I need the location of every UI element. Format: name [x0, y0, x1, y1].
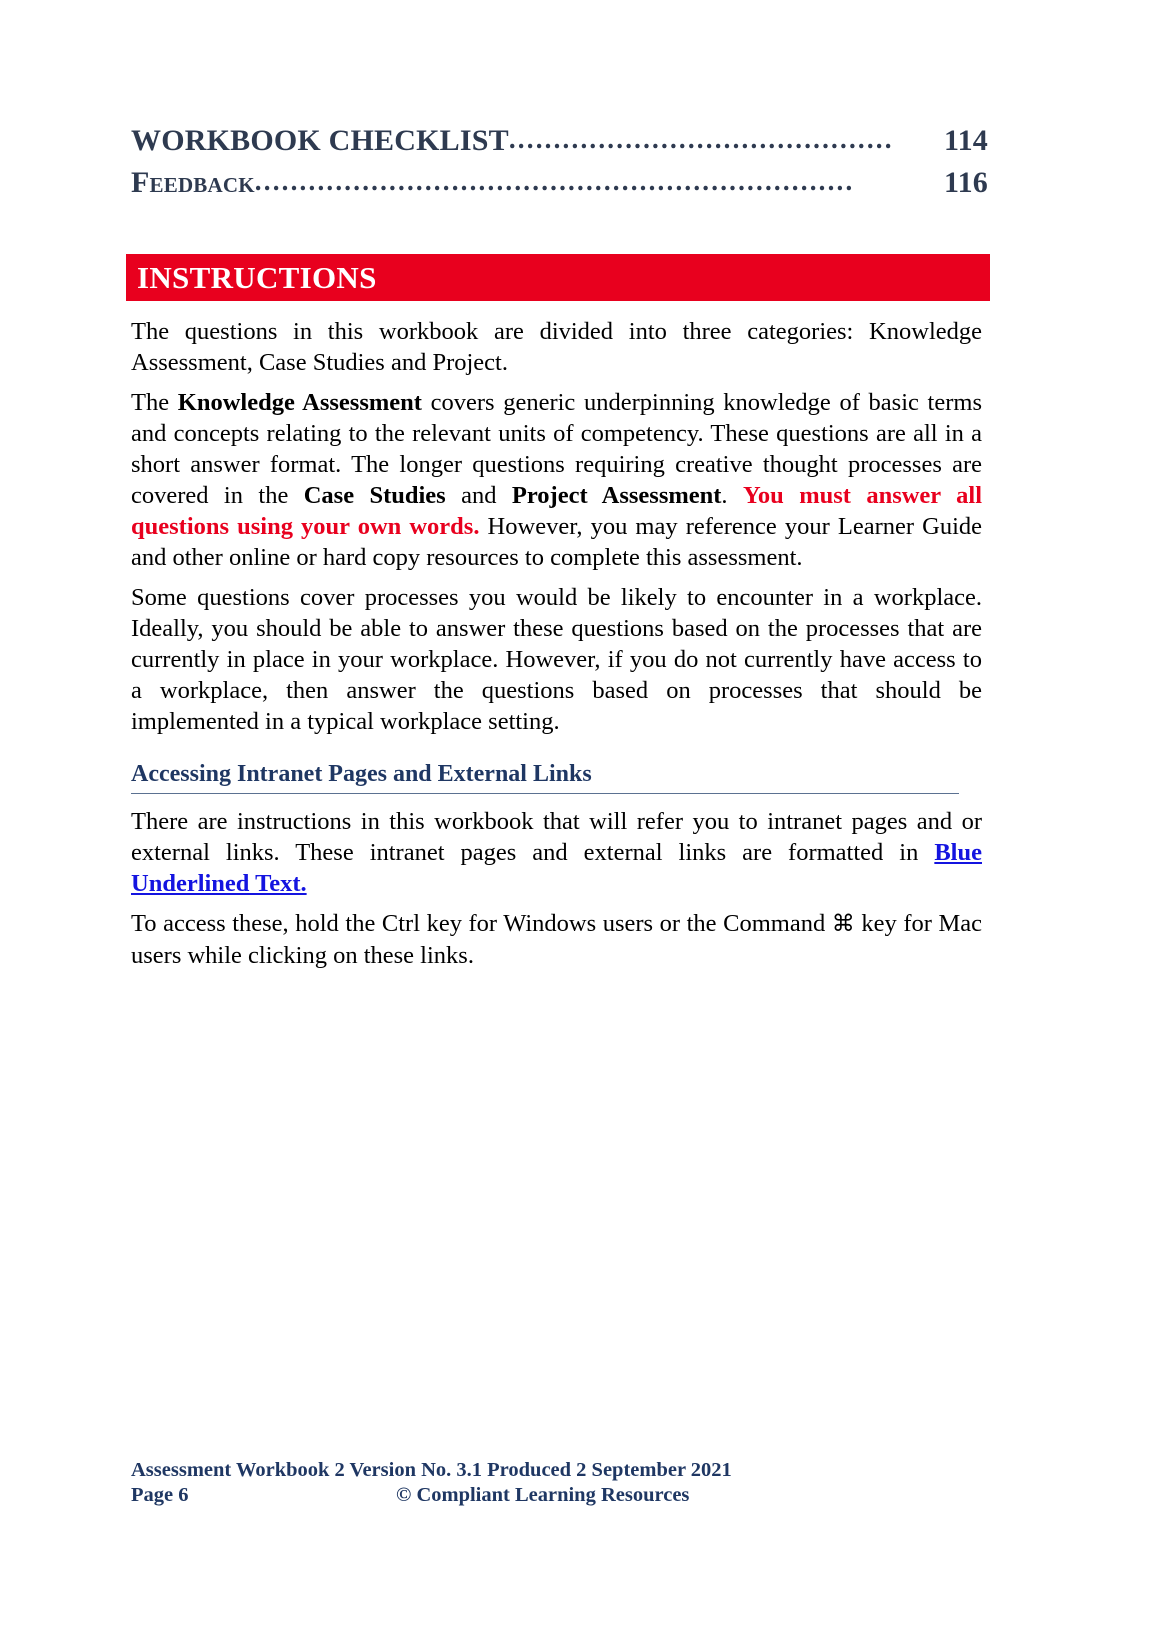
instructions-section-banner: [126, 254, 990, 301]
instructions-body: [131, 316, 982, 971]
toc-leader-dots: ...................................................................: [254, 166, 855, 196]
text-segment: The: [131, 389, 178, 416]
subheading-wrapper: [131, 759, 982, 794]
warning-own-words: You must answer all questions using your own words.: [131, 482, 982, 540]
paragraph-links-format: [131, 806, 982, 899]
paragraph-workplace-processes: Some questions cover processes you would be likely to encounter in a workplace. Ideally, you should be able to answer these questions based on the processes that are currently in place in your workplace. However, if you do not currently have access to a workplace, then answer the questions based on processes that should be implemented in a typical workplace setting.: [131, 584, 982, 735]
text-segment: However, you may reference your Learner Guide and other online or hard copy resources to complete this assessment.: [131, 513, 982, 571]
text-segment: and: [445, 482, 512, 509]
footer-second-line: [131, 1483, 991, 1508]
text-segment: covers generic underpinning knowledge of basic terms and concepts relating to the relevant units of competency. These questions are all in a short answer format. The longer questions requiring creative thought processes are covered in the: [131, 389, 982, 509]
subheading-accessing-intranet: Accessing Intranet Pages and External Links: [131, 759, 959, 794]
command-key-icon: ⌘: [831, 911, 855, 937]
paragraph-categories: The questions in this workbook are divided into three categories: Knowledge Assessment, Case Studies and Project.: [131, 318, 982, 376]
toc-leader-dots: ...........................................: [508, 124, 894, 154]
blue-underlined-text-link[interactable]: Blue Underlined Text.: [131, 839, 982, 897]
toc-entry-feedback[interactable]: [131, 162, 988, 204]
text-segment: .: [721, 482, 743, 509]
toc-section: [131, 120, 988, 204]
toc-page-number: 116: [944, 166, 988, 199]
page-footer: [131, 1458, 991, 1508]
toc-entry-workbook-checklist[interactable]: [131, 120, 988, 162]
bold-project-assessment: Project Assessment: [511, 482, 722, 509]
footer-copyright: © Compliant Learning Resources: [396, 1484, 690, 1506]
toc-entry-title: WORKBOOK CHECKLIST: [131, 124, 509, 157]
bold-knowledge-assessment: Knowledge Assessment: [177, 389, 422, 416]
toc-entry-title: Feedback: [131, 166, 255, 199]
toc-page-number: 114: [944, 124, 988, 157]
bold-case-studies: Case Studies: [303, 482, 446, 509]
text-segment: To access these, hold the Ctrl key for Windows users or the Command: [131, 910, 832, 937]
paragraph-access-instructions: [131, 908, 982, 971]
text-segment: There are instructions in this workbook that will refer you to intranet pages and or external links. These intranet pages and external links are formatted in: [131, 808, 982, 866]
text-segment: key for Mac users while clicking on these links.: [131, 910, 982, 969]
footer-document-info: Assessment Workbook 2 Version No. 3.1 Produced 2 September 2021: [131, 1459, 732, 1481]
footer-page-number: Page 6: [131, 1484, 189, 1506]
section-heading-instructions: INSTRUCTIONS: [137, 260, 377, 295]
paragraph-knowledge-assessment: [131, 387, 982, 573]
